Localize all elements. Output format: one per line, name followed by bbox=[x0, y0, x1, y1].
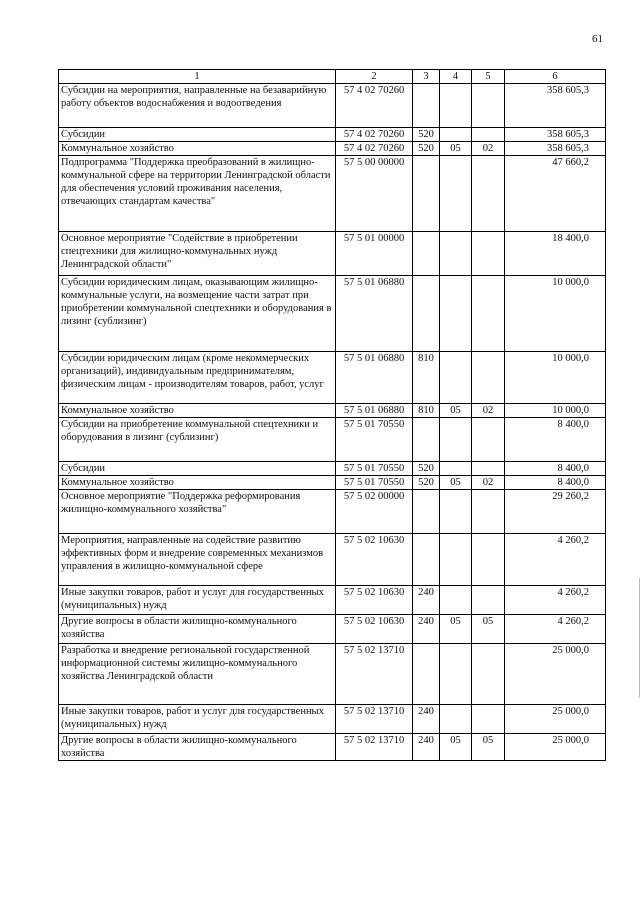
row-code: 57 4 02 70260 bbox=[336, 142, 413, 156]
row-rz bbox=[440, 128, 472, 142]
row-pr bbox=[472, 644, 505, 705]
row-vr bbox=[413, 232, 440, 276]
row-code: 57 5 01 06880 bbox=[336, 276, 413, 352]
table-row bbox=[59, 476, 606, 490]
row-rz bbox=[440, 352, 472, 404]
row-pr: 05 bbox=[472, 734, 505, 761]
row-sum: 25 000,0 bbox=[505, 705, 606, 734]
row-rz bbox=[440, 418, 472, 462]
row-sum: 10 000,0 bbox=[505, 276, 606, 352]
row-name: Другие вопросы в области жилищно-коммунального хозяйства bbox=[59, 615, 336, 644]
header-cell-3: 3 bbox=[413, 70, 440, 84]
row-sum: 18 400,0 bbox=[505, 232, 606, 276]
row-rz bbox=[440, 232, 472, 276]
row-rz bbox=[440, 534, 472, 586]
row-code: 57 5 01 70550 bbox=[336, 476, 413, 490]
row-pr: 02 bbox=[472, 476, 505, 490]
row-sum: 358 605,3 bbox=[505, 142, 606, 156]
table-row bbox=[59, 586, 606, 615]
row-rz bbox=[440, 84, 472, 128]
header-cell-4: 4 bbox=[440, 70, 472, 84]
row-sum: 25 000,0 bbox=[505, 644, 606, 705]
table-row bbox=[59, 490, 606, 534]
table-row bbox=[59, 644, 606, 705]
row-rz bbox=[440, 705, 472, 734]
row-vr: 240 bbox=[413, 705, 440, 734]
table-row bbox=[59, 142, 606, 156]
row-name: Подпрограмма "Поддержка преобразований в жилищно-коммунальной сфере на территории Ленинградской области для обеспечения условий проживания населения, отвечающих стандартам качества" bbox=[59, 156, 336, 232]
row-code: 57 5 01 70550 bbox=[336, 462, 413, 476]
row-name: Коммунальное хозяйство bbox=[59, 476, 336, 490]
row-rz bbox=[440, 644, 472, 705]
row-rz: 05 bbox=[440, 476, 472, 490]
row-pr bbox=[472, 705, 505, 734]
row-rz: 05 bbox=[440, 615, 472, 644]
row-vr: 520 bbox=[413, 142, 440, 156]
row-name: Субсидии юридическим лицам (кроме некоммерческих организаций), индивидуальным предпринимателям, физическим лицам - производителям товаров, работ, услуг bbox=[59, 352, 336, 404]
row-name: Коммунальное хозяйство bbox=[59, 142, 336, 156]
row-pr: 02 bbox=[472, 142, 505, 156]
header-cell-2: 2 bbox=[336, 70, 413, 84]
row-vr bbox=[413, 418, 440, 462]
row-pr bbox=[472, 534, 505, 586]
budget-table bbox=[58, 69, 606, 761]
row-sum: 4 260,2 bbox=[505, 586, 606, 615]
row-vr: 810 bbox=[413, 404, 440, 418]
row-sum: 8 400,0 bbox=[505, 476, 606, 490]
table-row bbox=[59, 128, 606, 142]
row-name: Субсидии bbox=[59, 128, 336, 142]
row-sum: 8 400,0 bbox=[505, 418, 606, 462]
row-vr: 520 bbox=[413, 128, 440, 142]
table-row bbox=[59, 734, 606, 761]
table-row bbox=[59, 534, 606, 586]
page-number: 61 bbox=[592, 33, 603, 45]
row-code: 57 5 01 06880 bbox=[336, 352, 413, 404]
row-pr bbox=[472, 352, 505, 404]
row-pr bbox=[472, 490, 505, 534]
table-row bbox=[59, 404, 606, 418]
row-code: 57 5 01 06880 bbox=[336, 404, 413, 418]
table-row bbox=[59, 418, 606, 462]
table-row bbox=[59, 232, 606, 276]
row-code: 57 5 02 13710 bbox=[336, 644, 413, 705]
row-name: Основное мероприятие "Поддержка реформирования жилищно-коммунального хозяйства" bbox=[59, 490, 336, 534]
row-name: Иные закупки товаров, работ и услуг для государственных (муниципальных) нужд bbox=[59, 705, 336, 734]
row-pr bbox=[472, 84, 505, 128]
row-pr bbox=[472, 586, 505, 615]
row-rz: 05 bbox=[440, 404, 472, 418]
row-vr bbox=[413, 534, 440, 586]
row-sum: 29 260,2 bbox=[505, 490, 606, 534]
table-row bbox=[59, 352, 606, 404]
row-vr: 240 bbox=[413, 615, 440, 644]
row-code: 57 5 02 13710 bbox=[336, 705, 413, 734]
row-sum: 4 260,2 bbox=[505, 615, 606, 644]
row-name: Другие вопросы в области жилищно-коммунального хозяйства bbox=[59, 734, 336, 761]
row-name: Мероприятия, направленные на содействие развитию эффективных форм и внедрение современных механизмов управления в жилищно-коммунальной сфере bbox=[59, 534, 336, 586]
row-code: 57 5 02 10630 bbox=[336, 615, 413, 644]
row-code: 57 4 02 70260 bbox=[336, 128, 413, 142]
row-pr bbox=[472, 232, 505, 276]
row-code: 57 5 00 00000 bbox=[336, 156, 413, 232]
table-row bbox=[59, 84, 606, 128]
row-name: Коммунальное хозяйство bbox=[59, 404, 336, 418]
table-row bbox=[59, 276, 606, 352]
row-rz: 05 bbox=[440, 142, 472, 156]
row-sum: 47 660,2 bbox=[505, 156, 606, 232]
row-vr bbox=[413, 644, 440, 705]
header-cell-6: 6 bbox=[505, 70, 606, 84]
row-vr: 520 bbox=[413, 462, 440, 476]
row-code: 57 5 02 13710 bbox=[336, 734, 413, 761]
table-row bbox=[59, 462, 606, 476]
row-name: Субсидии юридическим лицам, оказывающим жилищно-коммунальные услуги, на возмещение части затрат при приобретении коммунальной спецтехники и оборудования в лизинг (сублизинг) bbox=[59, 276, 336, 352]
row-sum: 10 000,0 bbox=[505, 352, 606, 404]
row-code: 57 5 02 10630 bbox=[336, 534, 413, 586]
row-pr bbox=[472, 128, 505, 142]
row-name: Субсидии bbox=[59, 462, 336, 476]
row-name: Основное мероприятие "Содействие в приобретении спецтехники для жилищно-коммунальных нужд Ленинградской области" bbox=[59, 232, 336, 276]
row-pr bbox=[472, 418, 505, 462]
row-sum: 358 605,3 bbox=[505, 84, 606, 128]
row-pr bbox=[472, 276, 505, 352]
row-vr: 240 bbox=[413, 586, 440, 615]
table-row bbox=[59, 705, 606, 734]
row-vr bbox=[413, 156, 440, 232]
row-sum: 10 000,0 bbox=[505, 404, 606, 418]
header-cell-5: 5 bbox=[472, 70, 505, 84]
row-name: Субсидии на приобретение коммунальной спецтехники и оборудования в лизинг (сублизинг) bbox=[59, 418, 336, 462]
row-pr bbox=[472, 462, 505, 476]
row-sum: 358 605,3 bbox=[505, 128, 606, 142]
row-pr: 02 bbox=[472, 404, 505, 418]
row-vr bbox=[413, 490, 440, 534]
row-code: 57 5 02 00000 bbox=[336, 490, 413, 534]
table-row bbox=[59, 615, 606, 644]
row-sum: 4 260,2 bbox=[505, 534, 606, 586]
row-vr: 520 bbox=[413, 476, 440, 490]
row-name: Иные закупки товаров, работ и услуг для государственных (муниципальных) нужд bbox=[59, 586, 336, 615]
row-vr: 810 bbox=[413, 352, 440, 404]
row-pr: 05 bbox=[472, 615, 505, 644]
row-pr bbox=[472, 156, 505, 232]
row-vr: 240 bbox=[413, 734, 440, 761]
row-sum: 25 000,0 bbox=[505, 734, 606, 761]
row-rz bbox=[440, 462, 472, 476]
header-cell-1: 1 bbox=[59, 70, 336, 84]
row-sum: 8 400,0 bbox=[505, 462, 606, 476]
table-header-row bbox=[59, 70, 606, 84]
row-rz bbox=[440, 276, 472, 352]
row-code: 57 4 02 70260 bbox=[336, 84, 413, 128]
row-vr bbox=[413, 84, 440, 128]
row-name: Разработка и внедрение региональной государственной информационной системы жилищно-коммунального хозяйства Ленинградской области bbox=[59, 644, 336, 705]
row-rz bbox=[440, 490, 472, 534]
table-row bbox=[59, 156, 606, 232]
row-code: 57 5 02 10630 bbox=[336, 586, 413, 615]
row-vr bbox=[413, 276, 440, 352]
row-code: 57 5 01 00000 bbox=[336, 232, 413, 276]
row-rz bbox=[440, 156, 472, 232]
row-rz: 05 bbox=[440, 734, 472, 761]
row-rz bbox=[440, 586, 472, 615]
row-code: 57 5 01 70550 bbox=[336, 418, 413, 462]
row-name: Субсидии на мероприятия, направленные на безаварийную работу объектов водоснабжения и водоотведения bbox=[59, 84, 336, 128]
